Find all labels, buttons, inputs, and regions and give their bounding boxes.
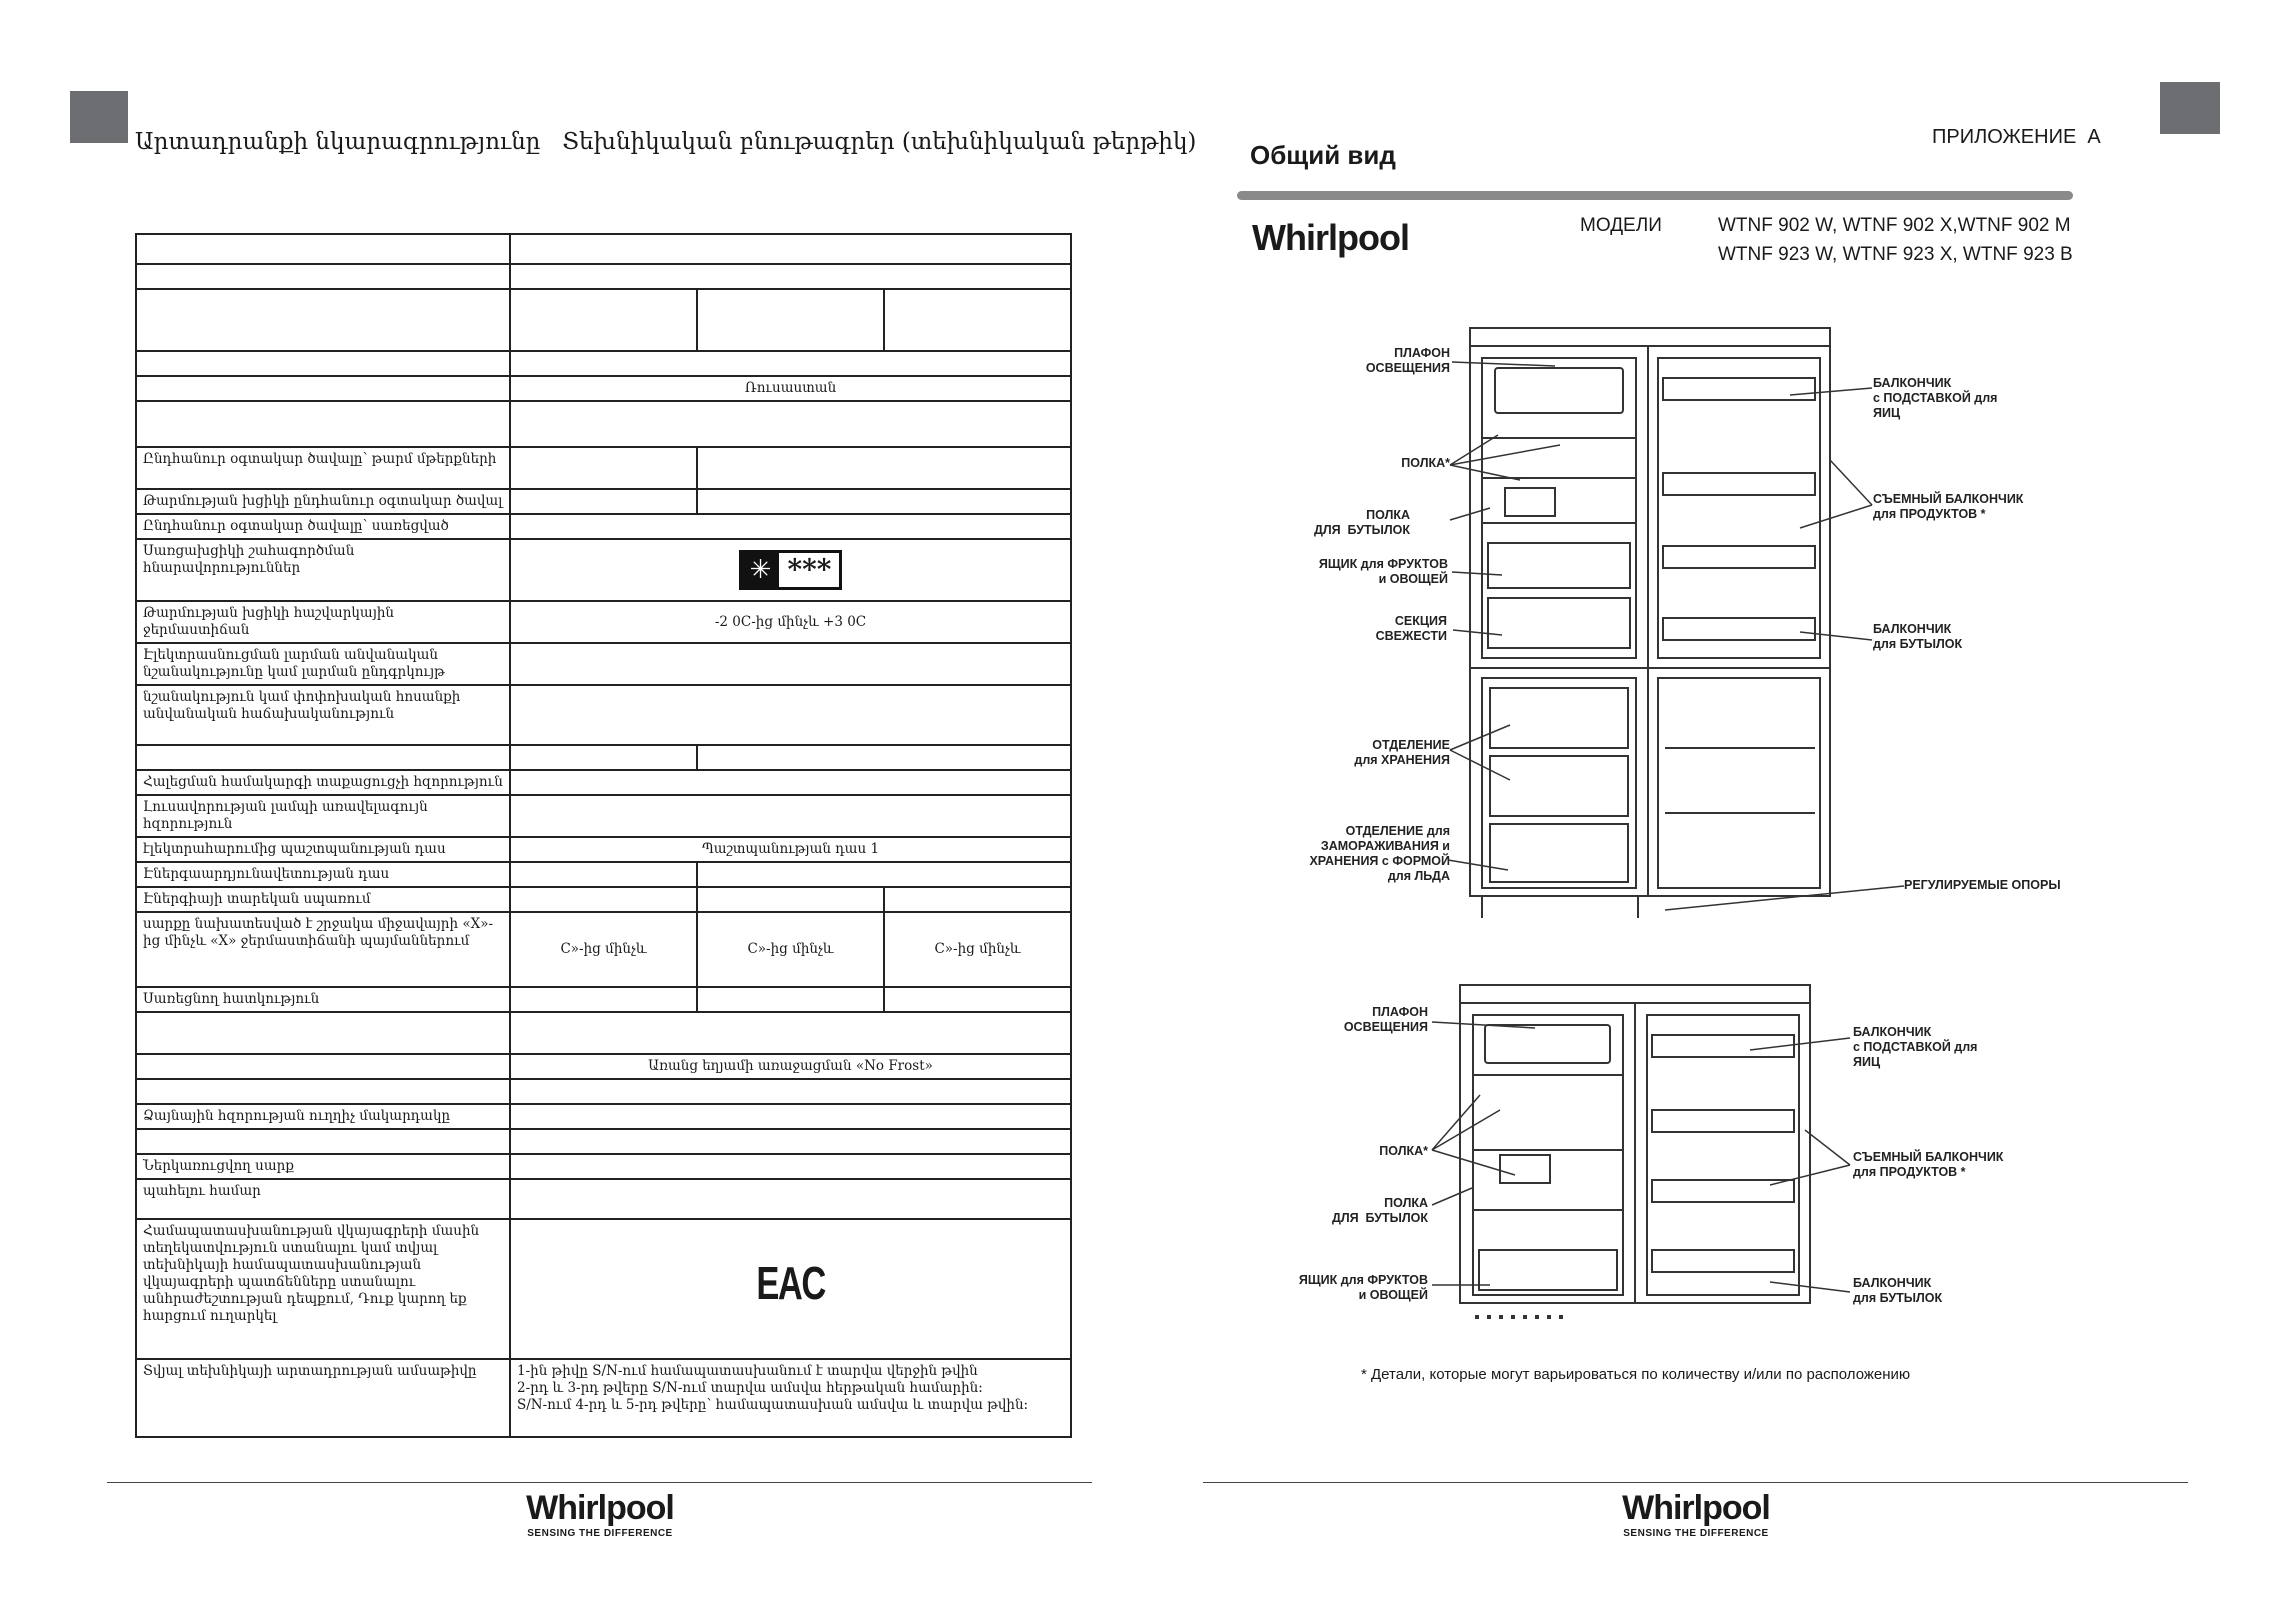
spec-row [136, 514, 1071, 539]
spec-row [136, 770, 1071, 795]
spec-value [510, 514, 1071, 539]
label-light-2: ПЛАФОН ОСВЕЩЕНИЯ [1343, 1005, 1428, 1034]
label-bottle-shelf-2: ПОЛКА ДЛЯ БУТЫЛОК [1331, 1196, 1428, 1225]
spec-value [697, 489, 1071, 514]
brand-logo: Whirlpool [1252, 217, 1409, 258]
spec-label [136, 401, 510, 447]
label-egg-balcony-1: БАЛКОНЧИК с ПОДСТАВКОЙ для ЯИЦ [1873, 376, 1998, 420]
spec-table [135, 233, 1072, 1438]
spec-value [510, 1079, 1071, 1104]
spec-label [136, 1129, 510, 1154]
spec-row [136, 1079, 1071, 1104]
star-rating-text: *** [787, 553, 832, 586]
spec-value [697, 289, 884, 351]
spec-value-text: C»-ից մինչև [747, 941, 834, 957]
spec-label [136, 376, 510, 401]
spec-label: Սառեցնող հատկություն [136, 987, 510, 1012]
spec-value [510, 1154, 1071, 1179]
label-storage-1: ОТДЕЛЕНИЕ для ХРАНЕНИЯ [1354, 738, 1450, 767]
spec-label: նշանակություն կամ փոփոխական հոսանքի անվանական հաճախականություն [136, 685, 510, 745]
spec-value [510, 401, 1071, 447]
spec-value [510, 601, 1071, 643]
spec-row [136, 489, 1071, 514]
label-bottle-balcony-2: БАЛКОНЧИК для БУТЫЛОК [1853, 1276, 1943, 1305]
spec-value [510, 862, 697, 887]
label-removable-balcony-1: СЪЕМНЫЙ БАЛКОНЧИК для ПРОДУКТОВ * [1873, 492, 2024, 521]
label-crisper-1: ЯЩИК для ФРУКТОВ и ОВОЩЕЙ [1318, 557, 1448, 586]
spec-row [136, 862, 1071, 887]
spec-row [136, 351, 1071, 376]
right-footer-rule [1203, 1482, 2188, 1483]
spec-value [884, 289, 1071, 351]
logo-tagline: SENSING THE DIFFERENCE [527, 1528, 673, 1539]
label-bottle-balcony-1: БАЛКОНЧИК для БУТЫЛОК [1873, 622, 1963, 651]
spec-label: սարքը նախատեսված է շրջակա միջավայրի «X»-ից մինչև «X» ջերմաստիճանի պայմաններում [136, 912, 510, 987]
spec-row [136, 745, 1071, 770]
spec-row [136, 447, 1071, 489]
spec-value-text: C»-ից մինչև [560, 941, 647, 957]
spec-label: Թարմության խցիկի ընդհանուր օգտակար ծավալ [136, 489, 510, 514]
label-feet-1: РЕГУЛИРУЕМЫЕ ОПОРЫ [1904, 878, 2061, 892]
spec-value [697, 745, 1071, 770]
page-marker-right [2160, 82, 2220, 134]
spec-value [510, 489, 697, 514]
spec-value [510, 1219, 1071, 1359]
spec-row [136, 837, 1071, 862]
spec-label: Ձայնային հզորության ուղղիչ մակարդակը [136, 1104, 510, 1129]
spec-value [510, 234, 1071, 264]
spec-row [136, 1012, 1071, 1054]
spec-label: Լուսավորության լամպի առավելագույն հզորություն [136, 795, 510, 837]
spec-label: Ընդհանուր օգտակար ծավալը՝ սառեցված [136, 514, 510, 539]
spec-value-text: -2 0C-ից մինչև +3 0C [714, 613, 867, 630]
spec-label: Էներգիայի տարեկան սպառում [136, 887, 510, 912]
spec-value [510, 1179, 1071, 1219]
spec-row [136, 795, 1071, 837]
label-shelf-1: ПОЛКА* [1401, 456, 1450, 470]
whirlpool-logo-text: Whirlpool [526, 1489, 674, 1527]
right-footer-logo [1616, 1490, 1776, 1539]
spec-label: Համապատասխանության վկայագրերի մասին տեղեկատվություն ստանալու կամ տվյալ տեխնիկայի համապատասխանության վկայագրերի պատճենները ստանալու անհրաժեշտության դեպքում, Դուք կարող եք հարցում ուղարկել [136, 1219, 510, 1359]
label-freezing-1: ОТДЕЛЕНИЕ для ЗАМОРАЖИВАНИЯ и ХРАНЕНИЯ с ФОРМОЙ для ЛЬДА [1309, 824, 1450, 883]
spec-label [136, 1012, 510, 1054]
spec-label [136, 234, 510, 264]
spec-value [510, 685, 1071, 745]
eac-mark: EAC [756, 1256, 825, 1309]
spec-row [136, 1054, 1071, 1079]
spec-value [510, 887, 697, 912]
spec-value-text: C»-ից մինչև [934, 941, 1021, 957]
models-line-1: WTNF 902 W, WTNF 902 X,WTNF 902 M [1718, 215, 2071, 236]
label-egg-balcony-2: БАЛКОНЧИК с ПОДСТАВКОЙ для ЯИЦ [1853, 1025, 1978, 1069]
title-rule [1237, 191, 2073, 200]
spec-value [510, 643, 1071, 685]
spec-row [136, 1154, 1071, 1179]
spec-value [510, 264, 1071, 289]
footnote: * Детали, которые могут варьироваться по количеству и/или по расположению [1361, 1366, 1911, 1383]
spec-value [510, 351, 1071, 376]
spec-label [136, 1054, 510, 1079]
spec-row [136, 1359, 1071, 1437]
spec-label [136, 1079, 510, 1104]
snowflake-icon: ✳ [742, 553, 780, 587]
label-fresh-1: СЕКЦИЯ СВЕЖЕСТИ [1375, 614, 1447, 643]
spec-value-text: Առանց եղյամի առաջացման «No Frost» [648, 1058, 933, 1074]
spec-row [136, 264, 1071, 289]
spec-label: Էլեկտրասնուցման լարման անվանական նշանակությունը կամ լարման ընդգրկույթ [136, 643, 510, 685]
spec-value-text: Ռուսաստան [744, 380, 837, 396]
spec-value [884, 887, 1071, 912]
appendix-label: ПРИЛОЖЕНИЕ А [1932, 126, 2101, 148]
spec-label: Էներգաարդյունավետության դաս [136, 862, 510, 887]
spec-row [136, 1129, 1071, 1154]
spec-row [136, 601, 1071, 643]
spec-value [510, 837, 1071, 862]
spec-row [136, 1179, 1071, 1219]
spec-value [510, 912, 697, 987]
spec-label: Հալեցման համակարգի տաքացուցչի հզորություն [136, 770, 510, 795]
models-label: МОДЕЛИ [1580, 215, 1662, 236]
left-footer-logo [520, 1490, 680, 1539]
whirlpool-logo-text: Whirlpool [1622, 1489, 1770, 1527]
spec-label: պահելու համար [136, 1179, 510, 1219]
spec-label [136, 289, 510, 351]
spec-row [136, 234, 1071, 264]
spec-value [510, 770, 1071, 795]
leader-lines-1 [1420, 340, 1940, 930]
spec-row [136, 685, 1071, 745]
logo-tagline: SENSING THE DIFFERENCE [1623, 1528, 1769, 1539]
spec-value [697, 987, 884, 1012]
spec-label: Թարմության խցիկի հաշվարկային ջերմաստիճան [136, 601, 510, 643]
freezer-star-badge [739, 550, 843, 590]
spec-value-text: Պաշտպանության դաս 1 [701, 841, 880, 857]
spec-label: Սառցախցիկի շահագործման հնարավորություններ [136, 539, 510, 601]
spec-value [510, 1104, 1071, 1129]
spec-value [697, 862, 1071, 887]
label-light-1: ПЛАФОН ОСВЕЩЕНИЯ [1365, 346, 1450, 375]
spec-value [510, 447, 697, 489]
spec-row [136, 887, 1071, 912]
models-line-2: WTNF 923 W, WTNF 923 X, WTNF 923 B [1718, 244, 2073, 265]
spec-value [510, 1129, 1071, 1154]
page-marker-left [70, 91, 128, 143]
spec-value [510, 987, 697, 1012]
spec-row [136, 987, 1071, 1012]
spec-label: Տվյալ տեխնիկայի արտադրության ամսաթիվը [136, 1359, 510, 1437]
spec-value [510, 745, 697, 770]
spec-row [136, 1219, 1071, 1359]
spec-value [510, 539, 1071, 601]
spec-value [510, 289, 697, 351]
spec-row [136, 376, 1071, 401]
spec-value [697, 447, 1071, 489]
spec-label [136, 745, 510, 770]
spec-row [136, 912, 1071, 987]
left-footer-rule [107, 1482, 1092, 1483]
left-page-header: Արտադրանքի նկարագրությունը Տեխնիկական բնութագրեր (տեխնիկական թերթիկ) [135, 129, 1197, 155]
spec-label: Ներկառուցվող սարք [136, 1154, 510, 1179]
spec-row [136, 643, 1071, 685]
spec-label: էլեկտրահարումից պաշտպանության դաս [136, 837, 510, 862]
spec-value [884, 912, 1071, 987]
spec-label: Ընդհանուր օգտակար ծավալը՝ թարմ մթերքների [136, 447, 510, 489]
spec-value [510, 1012, 1071, 1054]
spec-value [510, 795, 1071, 837]
label-shelf-2: ПОЛКА* [1379, 1144, 1428, 1158]
spec-row [136, 289, 1071, 351]
spec-value-text: 1-ին թիվը S/N-ում համապատասխանում է տարվա վերջին թվին 2-րդ և 3-րդ թվերը S/N-ում տարվա ամսվա հերթական համարին: S/N-ում 4-րդ և 5-րդ թվերը՝ համապատասխան ամսվա և տարվա թվին: [517, 1363, 1029, 1413]
label-crisper-2: ЯЩИК для ФРУКТОВ и ОВОЩЕЙ [1298, 1273, 1428, 1302]
spec-value [510, 1054, 1071, 1079]
spec-label [136, 351, 510, 376]
spec-value [697, 912, 884, 987]
leader-lines-2 [1420, 1000, 1860, 1330]
spec-label [136, 264, 510, 289]
spec-value [510, 1359, 1071, 1437]
spec-value [884, 987, 1071, 1012]
spec-value [697, 887, 884, 912]
spec-value [510, 376, 1071, 401]
label-bottle-shelf-1: ПОЛКА ДЛЯ БУТЫЛОК [1313, 508, 1410, 537]
spec-row [136, 401, 1071, 447]
spec-row [136, 539, 1071, 601]
page-title: Общий вид [1250, 140, 1396, 170]
label-removable-balcony-2: СЪЕМНЫЙ БАЛКОНЧИК для ПРОДУКТОВ * [1853, 1150, 2004, 1179]
spec-row [136, 1104, 1071, 1129]
